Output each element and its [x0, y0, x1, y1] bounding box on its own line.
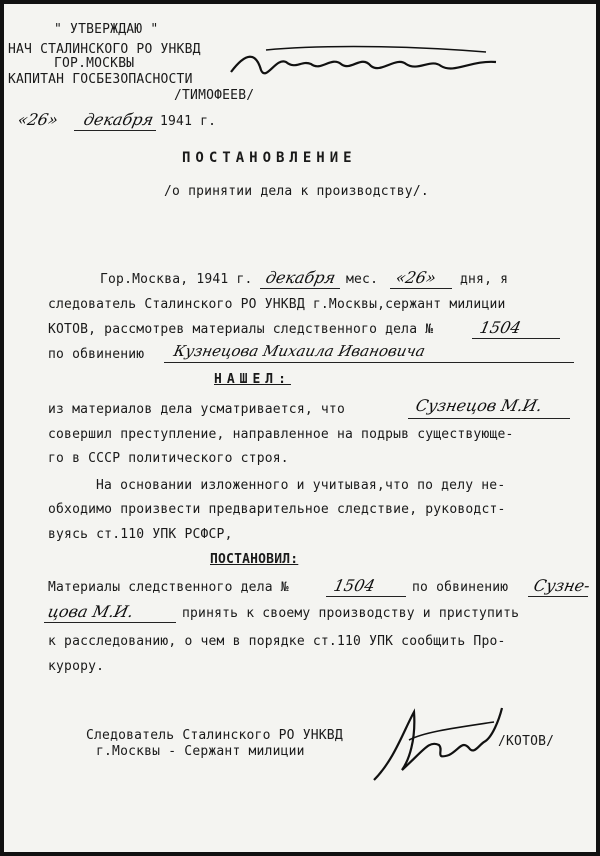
body-line-10: вуясь ст.110 УПК РСФСР, [48, 527, 233, 542]
body-day-label: дня, я [460, 272, 509, 287]
accused-part-2-underline [44, 622, 176, 623]
body-month-underline [260, 288, 340, 289]
footer-position: Следователь Сталинского РО УНКВД [86, 728, 343, 743]
document-subtitle: /о принятии дела к производству/. [164, 184, 429, 199]
body-day-hand: «26» [393, 268, 438, 287]
case-number-2-hand: 1504 [331, 576, 377, 595]
footer-name: /КОТОВ/ [498, 734, 555, 749]
case-number-2-underline [326, 596, 406, 597]
body-line-13: к расследованию, о чем в порядке ст.110 УПК сообщить Про- [48, 634, 506, 649]
accused-part-1-underline [528, 596, 588, 597]
approval-city-line: ГОР.МОСКВЫ [54, 56, 135, 71]
approval-name: /ТИМОФЕЕВ/ [174, 88, 255, 103]
date-month: декабря [81, 110, 156, 129]
body-line-9: обходимо произвести предварительное следствие, руководст- [48, 502, 506, 517]
body-city-year: Гор.Москва, 1941 г. [100, 272, 253, 287]
body-line-6: совершил преступление, направленное на подрыв существующе- [48, 427, 514, 442]
date-day: «26» [15, 110, 60, 129]
body-accusation-label: по обвинению [412, 580, 509, 595]
body-line-11: Материалы следственного дела № [48, 580, 289, 595]
body-line-4: по обвинению [48, 347, 145, 362]
investigator-signature [354, 700, 504, 790]
accused-short-underline [408, 418, 570, 419]
body-line-3: КОТОВ, рассмотрев материалы следственного дела № [48, 322, 434, 337]
approver-signature [226, 42, 506, 92]
accused-name-hand: Кузнецова Михаила Ивановича [172, 342, 427, 360]
approval-heading: " УТВЕРЖДАЮ " [54, 22, 159, 37]
body-line-5: из материалов дела усматривается, что [48, 402, 345, 417]
accused-name-underline [164, 362, 574, 363]
body-line-2: следователь Сталинского РО УНКВД г.Москвы,сержант милиции [48, 297, 506, 312]
body-line-7: го в СССР политического строя. [48, 451, 289, 466]
decided-heading: ПОСТАНОВИЛ: [210, 552, 299, 567]
accused-short-hand: Сузнецов М.И. [413, 396, 544, 415]
accused-part-1-hand: Сузне- [531, 576, 592, 595]
footer-rank: г.Москвы - Сержант милиции [96, 744, 305, 759]
approval-position-line: НАЧ СТАЛИНСКОГО РО УНКВД [8, 42, 201, 57]
accused-part-2-hand: цова М.И. [45, 602, 136, 621]
body-line-12: принять к своему производству и приступить [182, 606, 520, 621]
date-underline [74, 130, 156, 131]
case-number-hand: 1504 [477, 318, 523, 337]
case-number-underline [472, 338, 560, 339]
document-title: ПОСТАНОВЛЕНИЕ [182, 150, 357, 166]
body-day-underline [390, 288, 452, 289]
found-heading: НАШЕЛ: [214, 372, 291, 387]
date-year: 1941 г. [160, 114, 217, 129]
approval-rank-line: КАПИТАН ГОСБЕЗОПАСНОСТИ [8, 72, 193, 87]
body-line-14: курору. [48, 659, 105, 674]
body-line-8: На основании изложенного и учитывая,что по делу не- [96, 478, 506, 493]
body-month-hand: декабря [263, 268, 338, 287]
body-month-label: мес. [346, 272, 379, 287]
